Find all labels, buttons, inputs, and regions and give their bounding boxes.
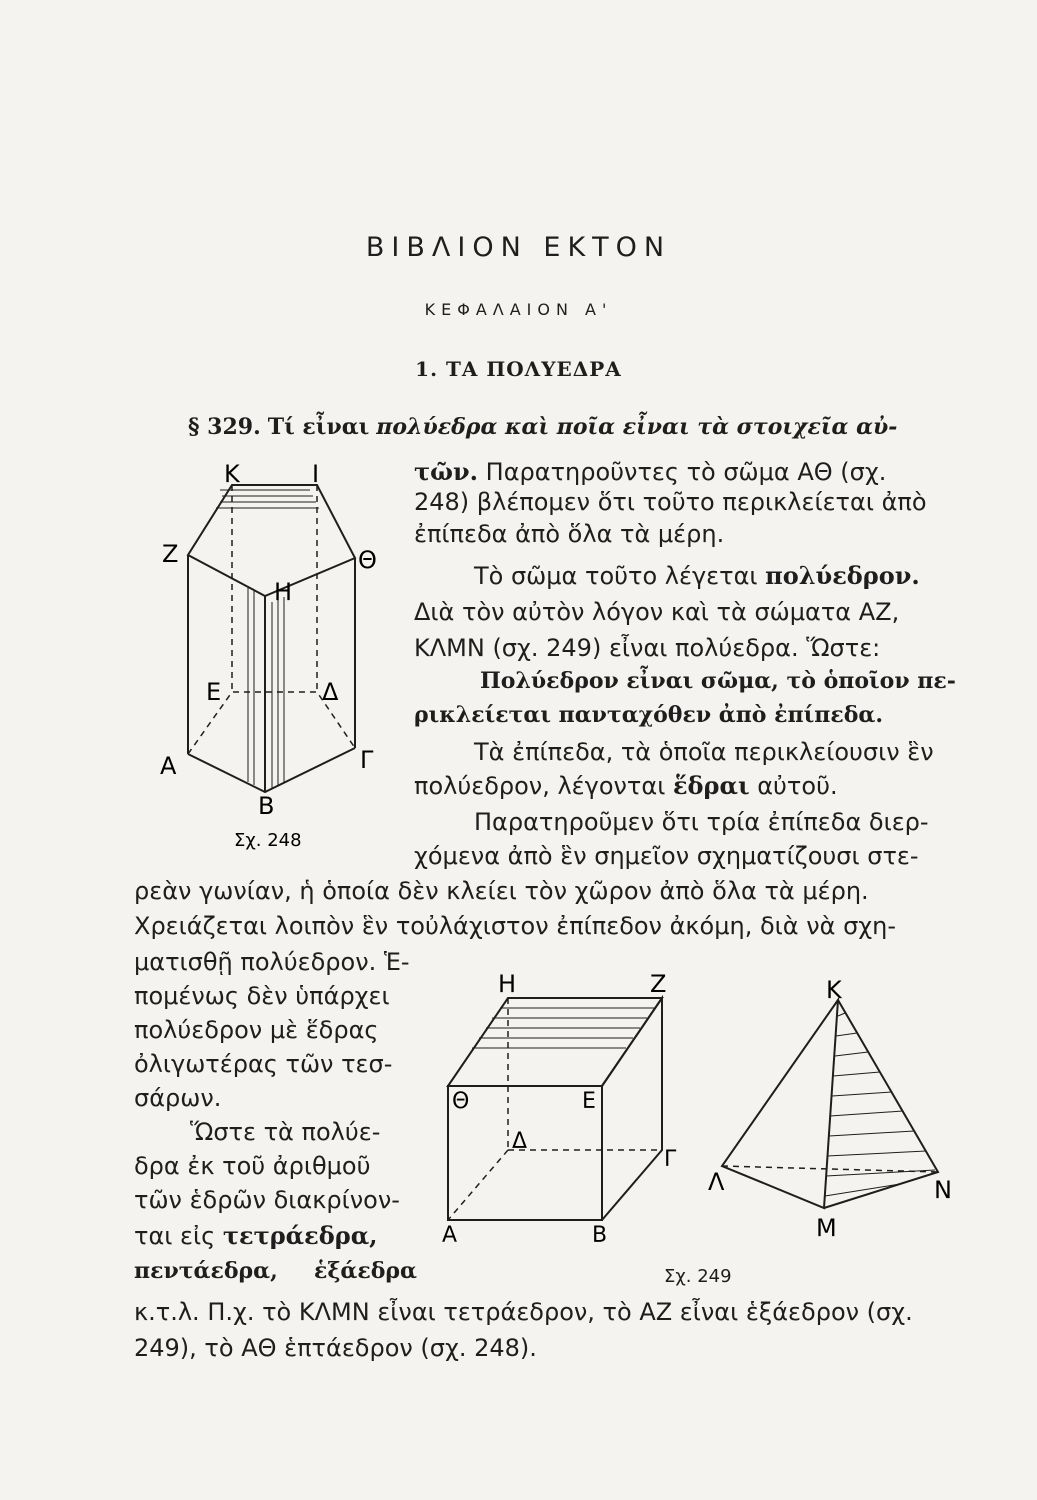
text-line-22: τῶν ἑδρῶν διακρίνον- [134,1186,400,1214]
cube-label-b: Β [592,1223,608,1248]
cube-label-h: Η [498,970,517,998]
text-line-6: ΚΛΜΝ (σχ. 249) εἶναι πολύεδρα. Ὥστε: [414,634,881,662]
paragraph-number: § 329. [188,414,261,440]
fig248-label-i: Ι [312,462,320,488]
figure-249-tetrahedron [700,976,980,1248]
text-line-17: πολύεδρον μὲ ἕδρας [134,1016,379,1044]
text-line-2: 248) βλέπομεν ὅτι τοῦτο περικλείεται ἀπὸ [414,488,927,516]
fig248-label-th: Θ [358,546,377,574]
text-line-26: 249), τὸ ΑΘ ἑπτάεδρον (σχ. 248). [134,1334,537,1362]
text-line-8: ρικλείεται πανταχόθεν ἀπὸ ἐπίπεδα. [414,702,883,728]
text-line-10 [414,772,838,801]
text-line-20: Ὥστε τὰ πολύε- [190,1118,381,1146]
fig248-label-e: Ε [206,678,222,706]
text-line-12: χόμενα ἀπὸ ἓν σημεῖον σχηματίζουσι στε- [414,842,919,870]
text-line-1 [414,458,886,487]
text-line-4a: Τὸ σῶμα τοῦτο λέγεται [474,562,766,590]
cube-label-z: Ζ [650,970,667,998]
cube-hidden-diagonal [448,1150,508,1220]
text-line-7: Πολύεδρον εἶναι σῶμα, τὸ ὁποῖον πε- [480,668,956,694]
text-line-21: δρα ἐκ τοῦ ἀριθμοῦ [134,1152,371,1180]
text-line-25: κ.τ.λ. Π.χ. τὸ ΚΛΜΝ εἶναι τετράεδρον, τὸ ΑΖ εἶναι ἑξάεδρον (σχ. [134,1298,913,1326]
tetra-label-l: Λ [708,1168,725,1196]
book-title: ΒΙΒΛΙΟΝ ΕΚΤΟΝ [365,232,672,263]
chapter-title: ΚΕΦΑΛΑΙΟΝ Α' [424,300,613,319]
cube-top-face [448,998,662,1086]
text-line-24b: ἑξάεδρα [314,1258,417,1284]
tetra-label-k: Κ [826,976,842,1004]
fig248-label-z: Ζ [162,540,179,568]
text-line-1b: Παρατηροῦντες τὸ σῶμα ΑΘ (σχ. [478,458,887,486]
fig248-label-b: Β [258,792,275,820]
text-line-23 [134,1222,378,1251]
cube-label-th: Θ [452,1089,470,1114]
cube-label-e: Ε [582,1089,596,1114]
fig248-label-g: Γ [360,746,374,774]
fig249-caption: Σχ. 249 [664,1266,732,1287]
text-line-9: Τὰ ἐπίπεδα, τὰ ὁποῖα περικλείουσιν ἓν [474,738,934,766]
tetra-label-m: Μ [816,1214,837,1242]
tetra-label-n: Ν [934,1176,952,1204]
text-bold-ton: τῶν. [414,457,479,486]
cube-label-a: Α [442,1223,458,1248]
tetra-front-right [824,1000,938,1208]
text-line-3: ἐπίπεδα ἀπὸ ὅλα τὰ μέρη. [414,520,725,548]
tetra-hidden-edge [722,1166,938,1172]
text-line-18: ὀλιγωτέρας τῶν τεσ- [134,1050,393,1078]
text-bold-tetraedra: τετράεδρα, [222,1221,378,1250]
fig248-label-d: Δ [322,678,339,706]
text-line-4 [474,562,920,591]
tetra-hatching [825,1013,935,1196]
text-line-5: Διὰ τὸν αὐτὸν λόγον καὶ τὰ σώματα ΑΖ, [414,598,900,626]
figure-249-cube [436,970,686,1250]
text-line-10a: πολύεδρον, λέγονται [414,772,673,800]
section-title: 1. ΤΑ ΠΟΛΥΕΔΡΑ [415,357,622,381]
text-line-14: Χρειάζεται λοιπὸν ἓν τοὐλάχιστον ἐπίπεδον ἀκόμη, διὰ νὰ σχη- [134,912,897,940]
text-line-24a: πεντάεδρα, [134,1258,278,1284]
text-line-15: ματισθῇ πολύεδρον. Ἑ- [134,948,410,976]
fig248-label-a: Α [160,752,177,780]
text-bold-edrai: ἕδραι [672,771,750,800]
fig248-label-h: Η [274,578,293,606]
paragraph-heading-b: πολύεδρα καὶ ποῖα εἶναι τὰ στοιχεῖα αὐ- [376,414,898,440]
cube-label-d: Δ [512,1129,528,1154]
tetra-front-left [722,1000,838,1208]
fig248-label-k: Κ [224,462,240,488]
text-line-10c: αὐτοῦ. [749,772,838,800]
cube-label-g: Γ [664,1147,677,1172]
cube-right-face [602,998,662,1220]
text-line-16: πομένως δὲν ὑπάρχει [134,982,390,1010]
fig248-caption: Σχ. 248 [234,830,302,851]
text-line-13: ρεὰν γωνίαν, ἡ ὁποία δὲν κλείει τὸν χῶρον ἀπὸ ὅλα τὰ μέρη. [134,877,869,905]
paragraph-heading-a: Τί εἶναι [267,414,370,440]
text-line-11: Παρατηροῦμεν ὅτι τρία ἐπίπεδα διερ- [474,808,929,836]
text-bold-polyedron: πολύεδρον. [765,561,920,590]
paragraph-heading [188,414,897,440]
text-line-23a: ται εἰς [134,1222,223,1250]
text-line-19: σάρων. [134,1084,222,1112]
figure-248-heptahedron [150,462,412,852]
cube-hatching [472,1008,654,1048]
